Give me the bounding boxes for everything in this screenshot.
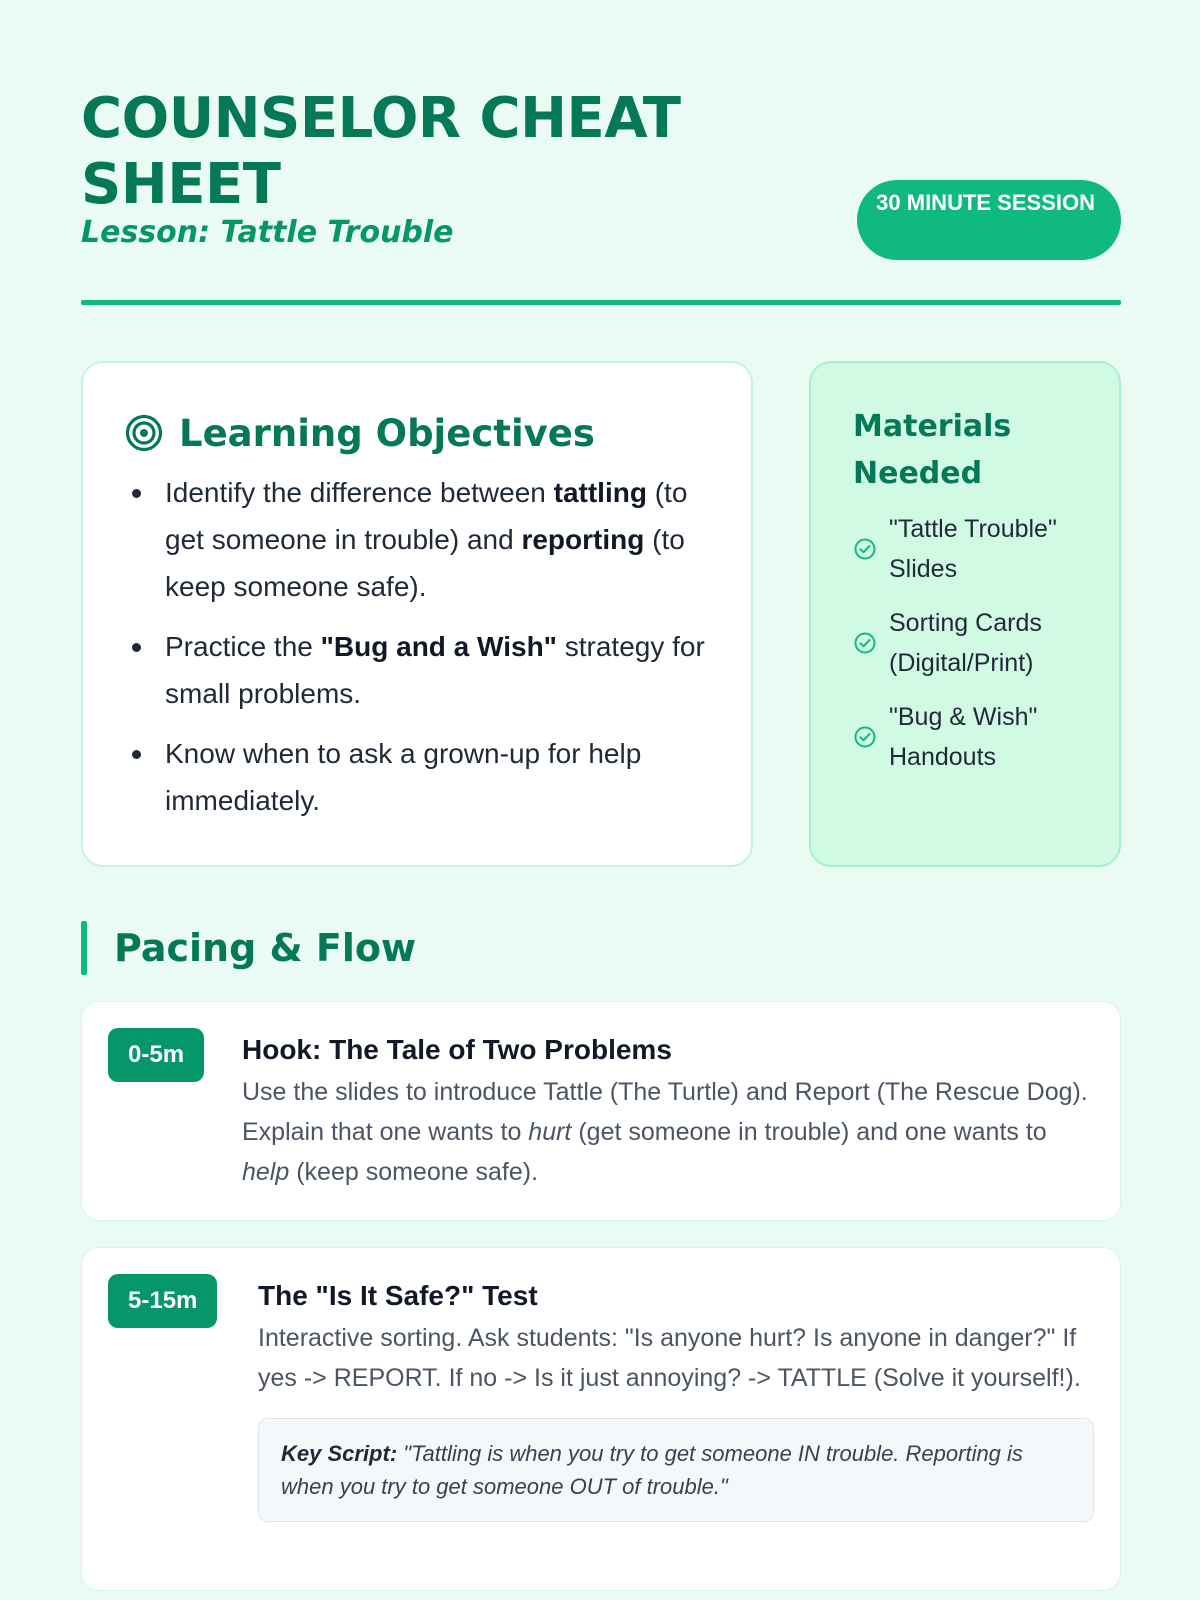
objective-emphasis: reporting (521, 524, 645, 555)
objective-item (165, 469, 715, 610)
step-body (258, 1274, 1094, 1522)
step-body (242, 1028, 1092, 1192)
step-text: (get someone in trouble) and one wants to (571, 1118, 1047, 1146)
material-item (853, 697, 1103, 777)
objective-emphasis: "Bug and a Wish" (320, 631, 557, 662)
material-item (853, 603, 1103, 683)
step-emphasis: help (242, 1158, 290, 1186)
section-accent-bar (81, 921, 87, 975)
objectives-header (125, 409, 595, 457)
step-description: Interactive sorting. Ask students: "Is anyone hurt? Is anyone in danger?" If yes -> REPORT. If no -> Is it just annoying? -> TATTLE (Solve it yourself!). (258, 1324, 1081, 1392)
page-title: COUNSELOR CHEAT SHEET (81, 86, 681, 217)
step-text: Use the slides to introduce Tattle (The Turtle) and Report (The Rescue Dog). Explain that one wants to (242, 1078, 1088, 1146)
step-text: (keep someone safe). (289, 1158, 539, 1186)
key-script-label: Key Script: (281, 1441, 398, 1466)
objective-text: Know when to ask a grown-up for help immediately. (165, 738, 642, 816)
materials-list (853, 509, 1103, 791)
check-circle-icon (853, 537, 877, 561)
objective-item (165, 623, 715, 717)
target-icon (125, 414, 163, 452)
objective-item (165, 730, 715, 824)
pacing-title: Pacing & Flow (114, 926, 417, 970)
check-circle-icon (853, 631, 877, 655)
materials-needed-card (809, 361, 1121, 867)
material-item (853, 509, 1103, 589)
step-description (242, 1072, 1092, 1192)
materials-title: Materials Needed (853, 409, 1012, 491)
material-label: "Tattle Trouble" Slides (889, 515, 1057, 583)
material-label: Sorting Cards (Digital/Print) (889, 609, 1042, 677)
time-badge: 5-15m (108, 1274, 217, 1328)
session-length-badge: 30 MINUTE SESSION (857, 180, 1121, 260)
objective-text: (to get someone in trouble) and (165, 477, 688, 555)
pacing-step-card (81, 1247, 1121, 1591)
pacing-section-header (81, 921, 581, 975)
step-title: The "Is It Safe?" Test (258, 1280, 538, 1311)
objectives-list (165, 469, 715, 837)
step-emphasis: hurt (528, 1118, 572, 1146)
objective-text: strategy for small problems. (165, 631, 705, 709)
step-title: Hook: The Tale of Two Problems (242, 1034, 672, 1065)
learning-objectives-card (81, 361, 753, 867)
time-badge: 0-5m (108, 1028, 204, 1082)
objectives-title: Learning Objectives (179, 411, 595, 455)
material-label: "Bug & Wish" Handouts (889, 703, 1038, 771)
objective-text: Identify the difference between (165, 477, 554, 508)
header-divider (81, 300, 1121, 305)
page-header (81, 80, 1121, 305)
key-script-text: "Tattling is when you try to get someone IN trouble. Reporting is when you try to get someone OUT of trouble." (281, 1441, 1023, 1499)
objective-text: (to keep someone safe). (165, 524, 685, 602)
pacing-step-card (81, 1001, 1121, 1221)
lesson-subtitle: Lesson: Tattle Trouble (81, 215, 454, 250)
objective-text: Practice the (165, 631, 321, 662)
objective-emphasis: tattling (553, 477, 647, 508)
check-circle-icon (853, 725, 877, 749)
key-script-box (258, 1418, 1094, 1522)
